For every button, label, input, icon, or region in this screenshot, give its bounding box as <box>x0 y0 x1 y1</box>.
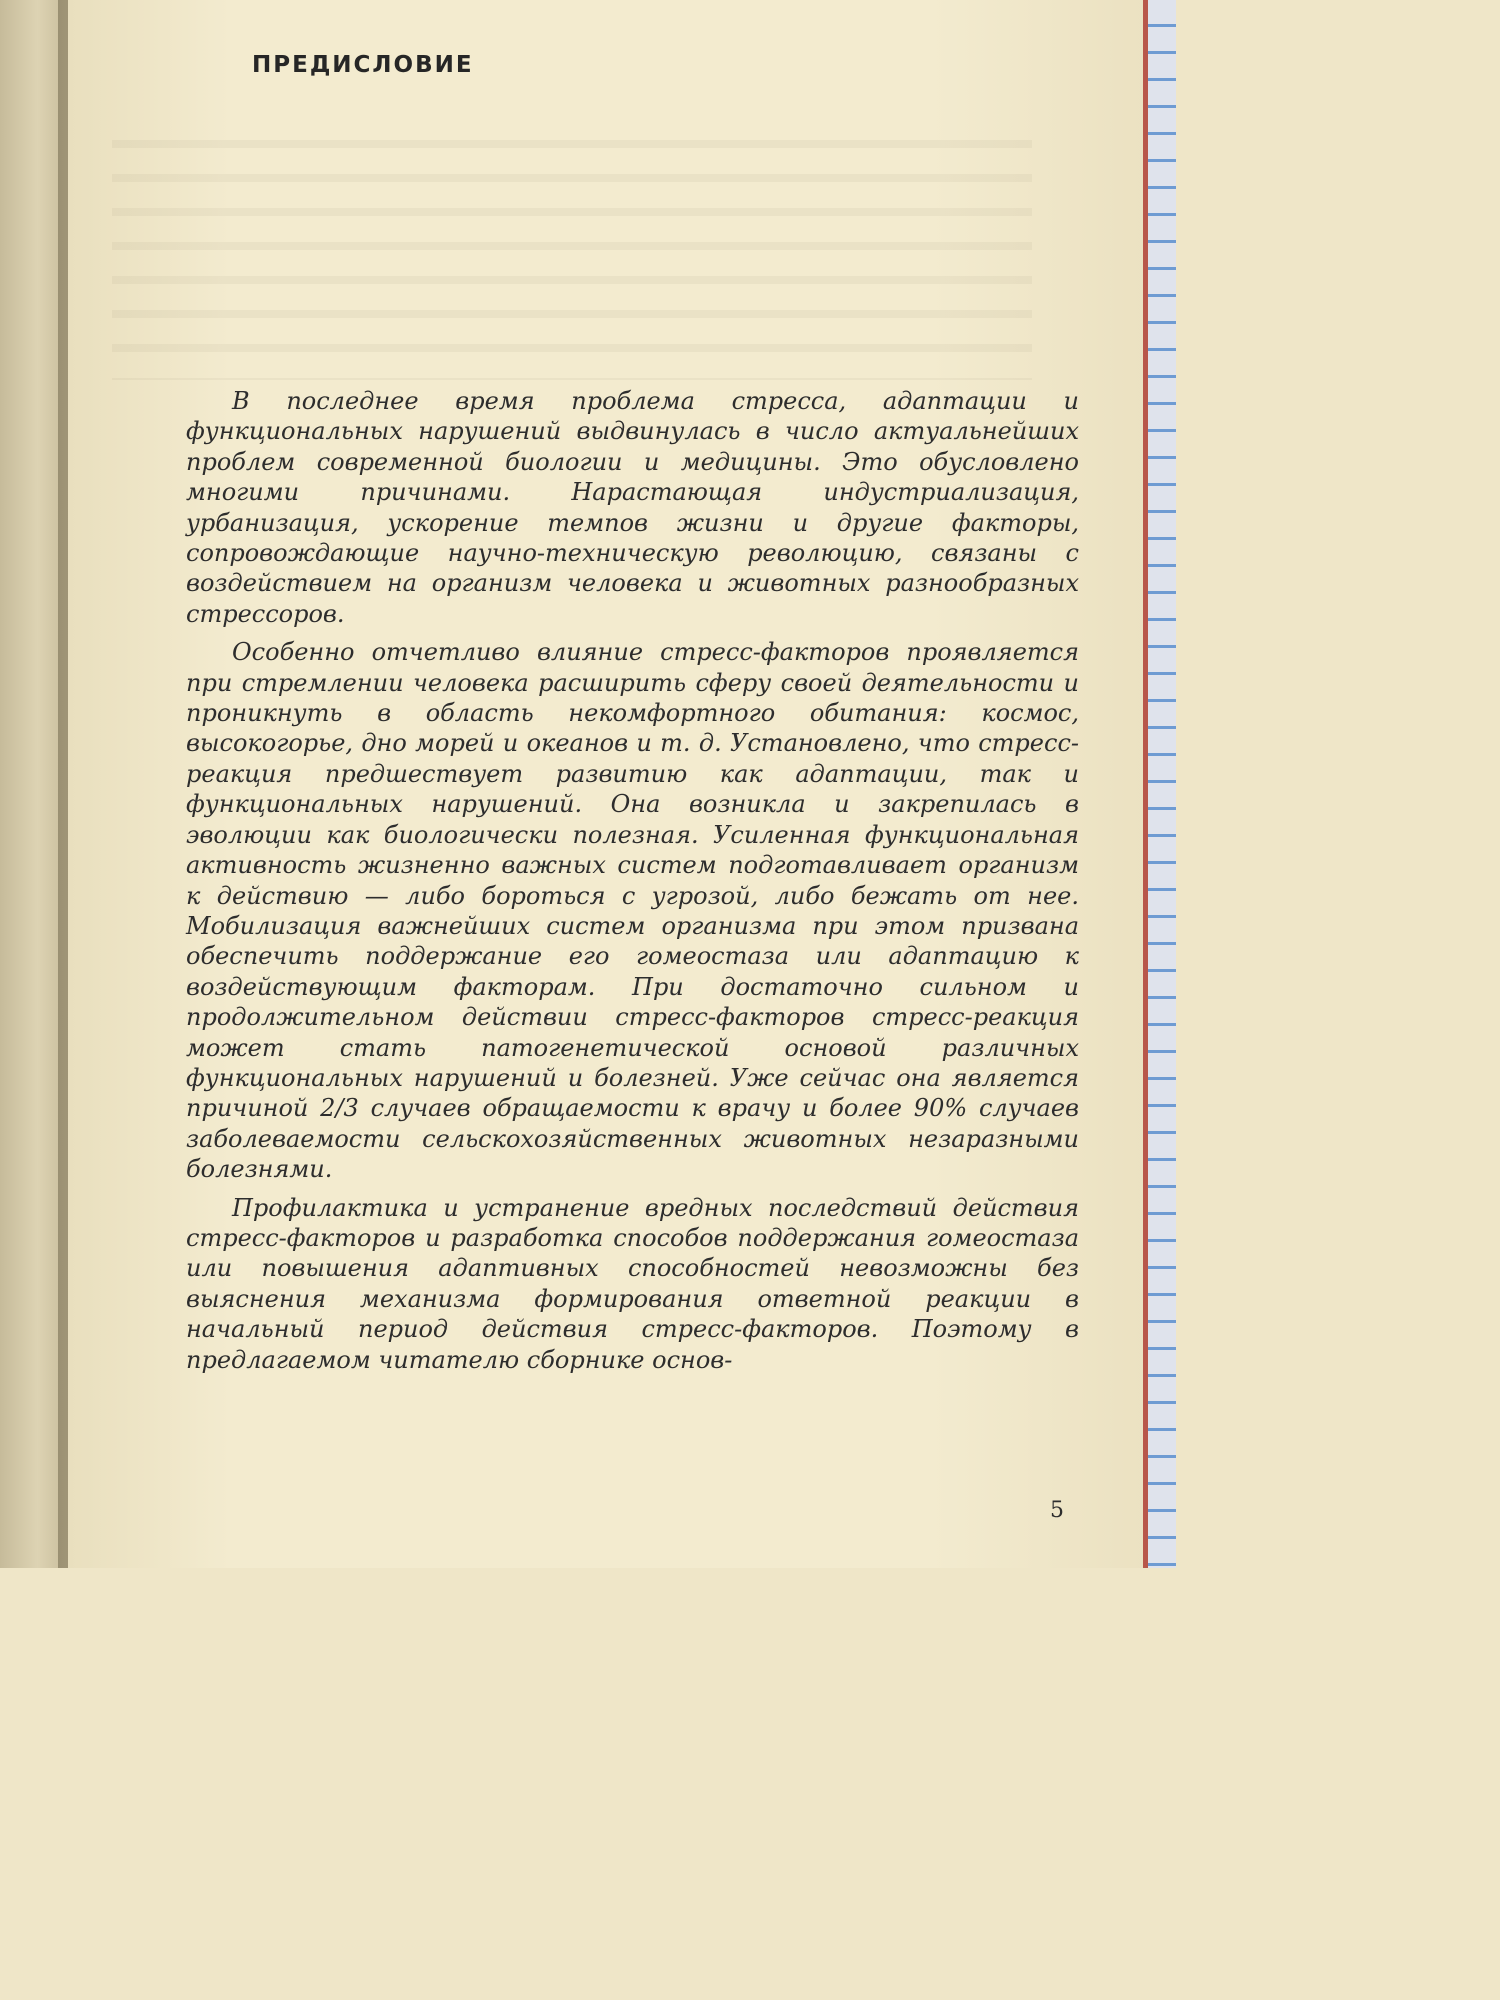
body-text <box>186 386 1079 1383</box>
page-number: 5 <box>1050 1498 1064 1523</box>
lined-notebook-paper <box>1148 0 1176 1568</box>
page-heading: ПРЕДИСЛОВИЕ <box>252 52 474 78</box>
show-through-texture <box>112 120 1032 380</box>
paragraph-2: Особенно отчетливо влияние стресс-факторов проявляется при стремлении человека расширить сферу своей деятельности и проникнуть в область некомфортного обитания: космос, высокогорье, дно морей и океанов и т. д. Установлено, что стресс-реакция предшествует развитию как адаптации, так и функциональных нарушений. Она возникла и закрепилась в эволюции как биологически полезная. Усиленная функциональная активность жизненно важных систем подготавливает организм к действию — либо бороться с угрозой, либо бежать от нее. Мобилизация важнейших систем организма при этом призвана обеспечить поддержание его гомеостаза или адаптацию к воздействующим факторам. При достаточно сильном и продолжительном действии стресс-факторов стресс-реакция может стать патогенетической основой различных функциональных нарушений и болезней. Уже сейчас она является причиной 2/3 случаев обращаемости к врачу и более 90% случаев заболеваемости сельскохозяйственных животных незаразными болезнями. <box>186 638 1079 1184</box>
paragraph-1: В последнее время проблема стресса, адаптации и функциональных нарушений выдвинулась в число актуальнейших проблем современной биологии и медицины. Это обусловлено многими причинами. Нарастающая индустриализация, урбанизация, ускорение темпов жизни и другие факторы, сопровождающие научно-техническую революцию, связаны с воздействием на организм человека и животных разнообразных стрессоров. <box>186 387 1079 628</box>
paragraph-3: Профилактика и устранение вредных последствий действия стресс-факторов и разработка способов поддержания гомеостаза или повышения адаптивных способностей невозможны без выяснения механизма формирования ответной реакции в начальный период действия стресс-факторов. Поэтому в предлагаемом читателю сборнике основ- <box>186 1193 1079 1374</box>
